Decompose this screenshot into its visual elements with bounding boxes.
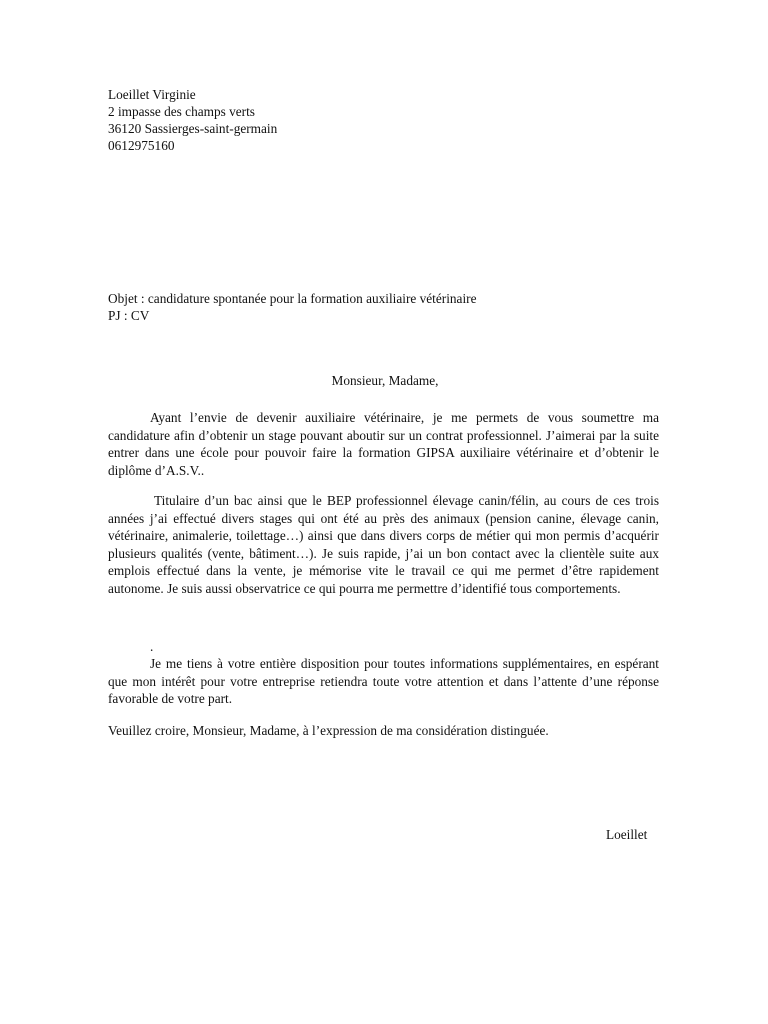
signature: Loeillet xyxy=(606,827,648,842)
body-paragraph-2: Titulaire d’un bac ainsi que le BEP professionnel élevage canin/félin, au cours de ces trois années j’ai effectué divers stages qui ont été au près des animaux (pension canine, élevage canin, vétérinaire, animalerie, toilettage…) ainsi que dans divers corps de métier qui mon permis d’acquérir plusieurs qualités (vente, bâtiment…). Je suis rapide, j’ai un bon contact avec la clientèle suite aux emplois effectué dans la vente, je mémorise vite le travail ce qui me permet d’être rapidement autonome. Je suis aussi observatrice ce qui pourra me permettre d’identifié tous comportements. xyxy=(108,493,659,596)
subject-line: Objet : candidature spontanée pour la formation auxiliaire vétérinaire xyxy=(108,291,477,306)
salutation: Monsieur, Madame, xyxy=(331,373,439,388)
body-paragraph-3: Je me tiens à votre entière disposition pour toutes informations supplémentaires, en espérant que mon intérêt pour votre entreprise retiendra toute votre attention et dans l’attente d’une réponse favorable de votre part. xyxy=(108,656,659,706)
attachment-line: PJ : CV xyxy=(108,308,150,323)
sender-city: 36120 Sassierges-saint-germain xyxy=(108,121,278,136)
sender-phone: 0612975160 xyxy=(108,138,175,153)
stray-dot: . xyxy=(150,639,154,654)
body-paragraph-1: Ayant l’envie de devenir auxiliaire vétérinaire, je me permets de vous soumettre ma candidature afin d’obtenir un stage pouvant aboutir sur un contrat professionnel. J’aimerai par la suite entrer dans une école pour pouvoir faire la formation GIPSA auxiliaire vétérinaire et d’obtenir le diplôme d’A.S.V.. xyxy=(108,410,659,478)
sender-address-block xyxy=(108,86,277,154)
sender-name: Loeillet Virginie xyxy=(108,87,196,102)
closing-formula: Veuillez croire, Monsieur, Madame, à l’expression de ma considération distinguée. xyxy=(108,723,549,738)
sender-street: 2 impasse des champs verts xyxy=(108,104,255,119)
